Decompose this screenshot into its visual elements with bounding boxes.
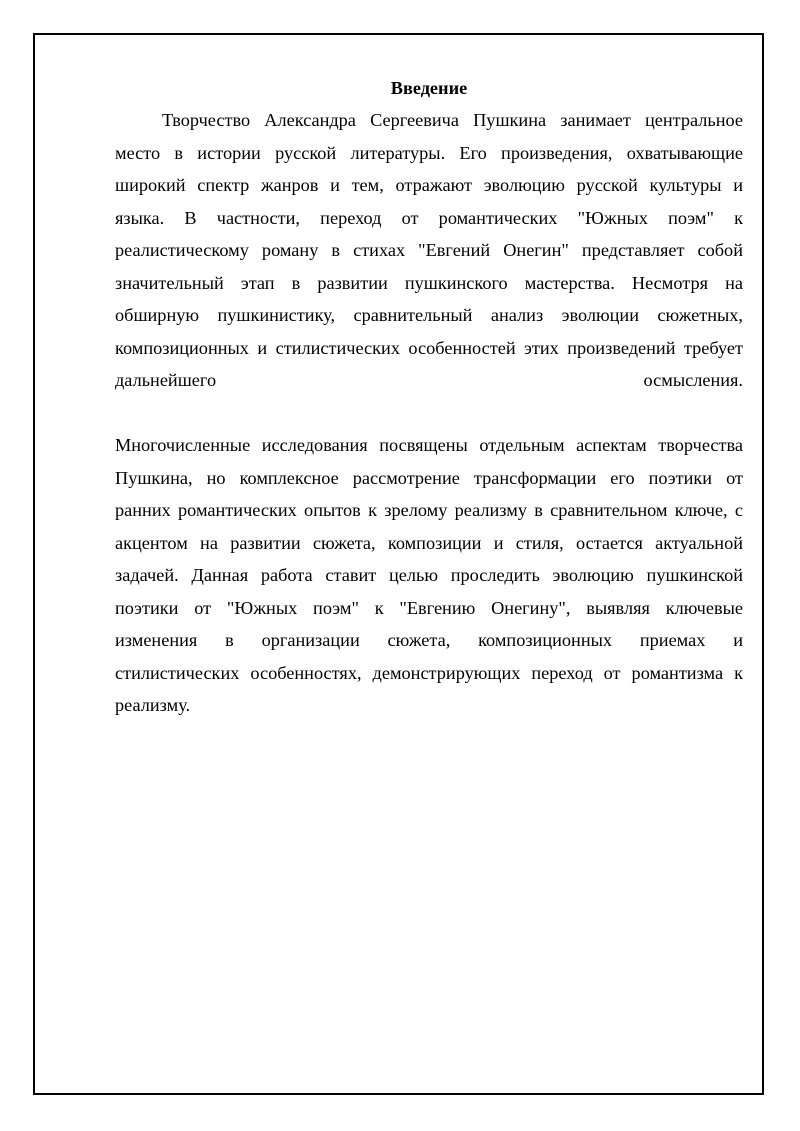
document-body	[115, 76, 743, 722]
text-line: место в истории русской литературы. Его произведения, охватывающие	[115, 142, 743, 163]
text-line: дальнейшего осмысления.	[115, 370, 743, 390]
text-line: реалистическому роману в стихах "Евгений Онегин" представляет собой	[115, 240, 743, 260]
text-line: ранних романтических опытов к зрелому реализму в сравнительном ключе, с	[115, 500, 743, 520]
text-line: изменения в организации сюжета, композиционных приемах и	[115, 630, 743, 650]
paragraph-intro	[115, 104, 743, 397]
text-line: широкий спектр жанров и тем, отражают эволюцию русской культуры и	[115, 175, 743, 195]
document-title: Введение	[390, 78, 468, 98]
text-line: значительный этап в развитии пушкинского мастерства. Несмотря на	[115, 272, 743, 293]
text-line: стилистических особенностях, демонстрирующих переход от романтизма к	[115, 662, 743, 683]
text-line: поэтики от "Южных поэм" к "Евгению Онегину", выявляя ключевые	[115, 597, 743, 618]
text-line: Пушкина, но комплексное рассмотрение трансформации его поэтики от	[115, 467, 743, 488]
text-line: Творчество Александра Сергеевича Пушкина занимает центральное	[162, 110, 743, 130]
text-line: языка. В частности, переход от романтических "Южных поэм" к	[115, 207, 743, 228]
text-line: композиционных и стилистических особенностей этих произведений требует	[115, 337, 743, 358]
text-line: реализму.	[115, 695, 191, 715]
text-line: задачей. Данная работа ставит целью проследить эволюцию пушкинской	[115, 565, 743, 585]
text-line: акцентом на развитии сюжета, композиции и стиля, остается актуальной	[115, 532, 743, 553]
paragraph-research	[115, 429, 743, 722]
text-line: Многочисленные исследования посвящены отдельным аспектам творчества	[115, 435, 743, 455]
paragraph-gap	[115, 397, 743, 430]
text-line: обширную пушкинистику, сравнительный анализ эволюции сюжетных,	[115, 305, 743, 325]
